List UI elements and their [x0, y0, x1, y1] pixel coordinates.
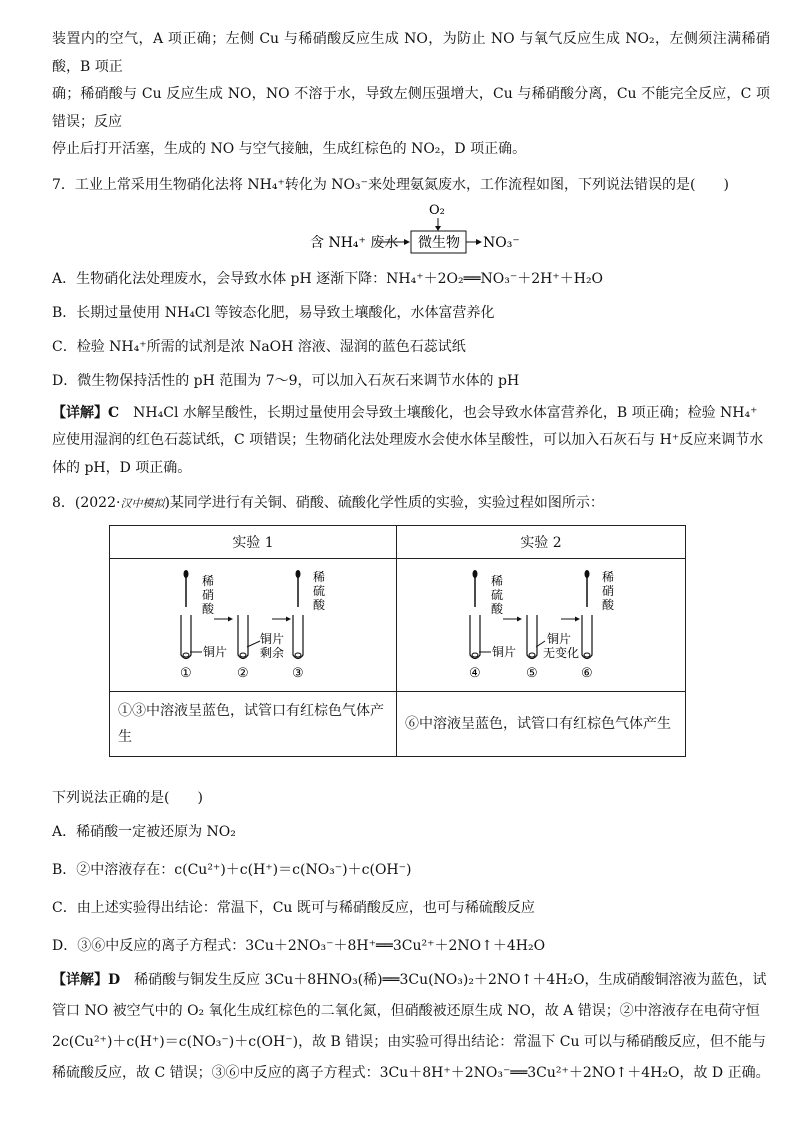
- table-observation-row: [110, 692, 686, 757]
- intro-line-2: 确；稀硝酸与 Cu 反应生成 NO，NO 不溶于水，导致左侧压强增大，Cu 与稀硝酸分离，Cu 不能完全反应，C 项错误；反应: [52, 86, 770, 130]
- flow-arrowhead-2: [476, 239, 482, 245]
- exp1-acid2-char3: 酸: [313, 598, 326, 612]
- exp2-acid1-char2: 硫: [491, 588, 504, 602]
- exp1-acid1-char2: 硝: [202, 588, 215, 602]
- q7-stem: 7．工业上常采用生物硝化法将 NH₄⁺转化为 NO₃⁻来处理氨氮废水，工作流程如图，下列说法错误的是( ): [52, 176, 729, 193]
- exp1-observation: ①③中溶液呈蓝色，试管口有红棕色气体产生: [110, 692, 397, 757]
- intro-paragraph: [52, 26, 770, 164]
- exp2-figure: [397, 559, 686, 692]
- tube-6-copper: [584, 653, 590, 657]
- tube-2-copper: [240, 653, 246, 657]
- q8-option-a: A．稀硝酸一定被还原为 NO₂: [52, 824, 236, 840]
- q8-stem-rest: )某同学进行有关铜、硝酸、硫酸化学性质的实验，实验过程如图所示：: [164, 495, 604, 511]
- intro-line-1: 装置内的空气，A 项正确；左侧 Cu 与稀硝酸反应生成 NO，为防止 NO 与氧气反应生成 NO₂，左侧须注满稀硝酸，B 项正: [52, 31, 770, 75]
- exp2-acid1-char3: 酸: [491, 602, 504, 616]
- q7-options: [52, 266, 770, 394]
- page-content: [52, 26, 770, 1089]
- exp2-observation: ⑥中溶液呈蓝色，试管口有红棕色气体产生: [397, 692, 686, 757]
- q8-stem-source: 汉中模拟: [120, 497, 165, 510]
- tube-1-copper: [183, 653, 189, 657]
- q7-flow-diagram: [52, 200, 770, 258]
- exp2-arrowhead-2: [575, 617, 580, 622]
- exp1-label-remain-2: 剩余: [260, 646, 285, 660]
- dropper-bulb-4: [473, 570, 478, 578]
- q7-option-b: B．长期过量使用 NH₄Cl 等铵态化肥，易导致土壤酸化，水体富营养化: [52, 304, 495, 321]
- exp2-label-nochange-1: 铜片: [547, 632, 572, 646]
- q7-option-a: A．生物硝化法处理废水，会导致水体 pH 逐渐下降：NH₄⁺＋2O₂══NO₃⁻＋2H⁺＋H₂O: [52, 270, 604, 287]
- tube-3-copper: [295, 653, 301, 657]
- q7-detail-label: 【详解】C: [52, 404, 120, 421]
- exp1-acid2-char2: 硫: [313, 584, 326, 598]
- flow-box-label: 微生物: [418, 234, 460, 251]
- dropper-bulb-1: [184, 570, 189, 578]
- q8-option-c: C．由上述实验得出结论：常温下，Cu 既可与稀硝酸反应，也可与稀硫酸反应: [52, 900, 535, 916]
- exp1-acid2-char1: 稀: [313, 570, 326, 584]
- exp1-svg: [110, 559, 396, 687]
- tube-num-2: ②: [237, 666, 249, 681]
- exp2-acid2-char2: 硝: [602, 584, 615, 598]
- q8-detail: [52, 965, 770, 1089]
- col2-header: 实验 2: [397, 526, 686, 559]
- q8-ask: 下列说法正确的是( ): [52, 790, 203, 806]
- q7-detail-text: NH₄Cl 水解呈酸性，长期过量使用会导致土壤酸化，也会导致水体富营养化，B 项正确；检验 NH₄⁺应使用湿润的红色石蕊试纸，C 项错误；生物硝化法处理废水会使水体呈酸性，可以加入石灰石与 H⁺反应来调节水体的 pH，D 项正确。: [52, 404, 764, 476]
- q8-stem: [52, 490, 770, 517]
- flow-arrowhead-oxygen: [435, 226, 441, 231]
- exp2-arrowhead-1: [517, 617, 522, 622]
- q7-option-c: C．检验 NH₄⁺所需的试剂是浓 NaOH 溶液、湿润的蓝色石蕊试纸: [52, 338, 466, 355]
- flow-diagram-svg: [52, 200, 770, 258]
- tube-3: [293, 615, 303, 659]
- flow-output-label: NO₃⁻: [483, 234, 520, 251]
- exp1-figure: [110, 559, 397, 692]
- tube-num-5: ⑤: [526, 666, 538, 681]
- q8-options: [52, 819, 770, 959]
- exp1-label-copper: 铜片: [203, 645, 228, 659]
- q8-option-b: B．②中溶液存在：c(Cu²⁺)＋c(H⁺)＝c(NO₃⁻)＋c(OH⁻): [52, 862, 412, 878]
- col1-header: 实验 1: [110, 526, 397, 559]
- tube-num-1: ①: [180, 666, 192, 681]
- exp1-arrowhead-2: [286, 617, 291, 622]
- table-header-row: [110, 526, 686, 559]
- flow-arrowhead-1: [404, 239, 410, 245]
- tube-5-copper: [529, 653, 535, 657]
- q8-detail-text: 稀硝酸与铜发生反应 3Cu＋8HNO₃(稀)══3Cu(NO₃)₂＋2NO↑＋4H₂O，生成硝酸铜溶液为蓝色，试管口 NO 被空气中的 O₂ 氧化生成红棕色的二氧化氮，但硝酸被还原生成 NO，故 A 错误；②中溶液存在电荷守恒 2c(Cu²⁺)＋c(H⁺)＝c(NO₃⁻)＋c(OH⁻)，故 B 错误；由实验可得出结论：常温下 Cu 可以与稀硝酸反应，但不能与稀硫酸反应，故 C 错误；③⑥中反应的离子方程式：3Cu＋8H⁺＋2NO₃⁻══3Cu²⁺＋2NO↑＋4H₂O，故 D 正确。: [52, 972, 770, 1081]
- tube-num-4: ④: [469, 666, 481, 681]
- tube-4: [470, 615, 480, 659]
- tube-2-pointer: [247, 641, 260, 647]
- exp1-label-remain-1: 铜片: [260, 632, 285, 646]
- table-figure-row: [110, 559, 686, 692]
- exp1-arrowhead-1: [228, 617, 233, 622]
- exp2-acid2-char3: 酸: [602, 598, 615, 612]
- q8-stem-num: 8．(2022·: [52, 495, 121, 511]
- tube-num-6: ⑥: [581, 666, 593, 681]
- experiment-table: [109, 525, 686, 757]
- tube-6: [582, 615, 592, 659]
- intro-line-3: 停止后打开活塞，生成的 NO 与空气接触，生成红棕色的 NO₂，D 项正确。: [52, 141, 527, 157]
- flow-input-label: 含 NH₄⁺ 废水: [310, 234, 399, 251]
- dropper-bulb-6: [585, 570, 590, 578]
- tube-5: [527, 615, 537, 659]
- tube-num-3: ③: [292, 666, 304, 681]
- flow-oxygen-label: O₂: [429, 202, 445, 218]
- q7-option-d: D．微生物保持活性的 pH 范围为 7～9，可以加入石灰石来调节水体的 pH: [52, 372, 520, 389]
- q8-detail-label: 【详解】D: [52, 972, 121, 988]
- tube-2: [238, 615, 248, 659]
- exp1-acid1-char3: 酸: [202, 602, 215, 616]
- exp2-acid2-char1: 稀: [602, 570, 615, 584]
- exp2-label-copper: 铜片: [492, 645, 517, 659]
- exp1-acid1-char1: 稀: [202, 574, 215, 588]
- q8-option-d: D．③⑥中反应的离子方程式：3Cu＋2NO₃⁻＋8H⁺══3Cu²⁺＋2NO↑＋4H₂O: [52, 938, 546, 954]
- exp2-svg: [397, 559, 685, 687]
- tube-4-copper: [472, 653, 478, 657]
- q7-detail: [52, 400, 770, 483]
- dropper-bulb-3: [296, 570, 301, 578]
- exp2-label-nochange-2: 无变化: [543, 646, 580, 660]
- tube-1: [181, 615, 191, 659]
- exp2-acid1-char1: 稀: [491, 574, 504, 588]
